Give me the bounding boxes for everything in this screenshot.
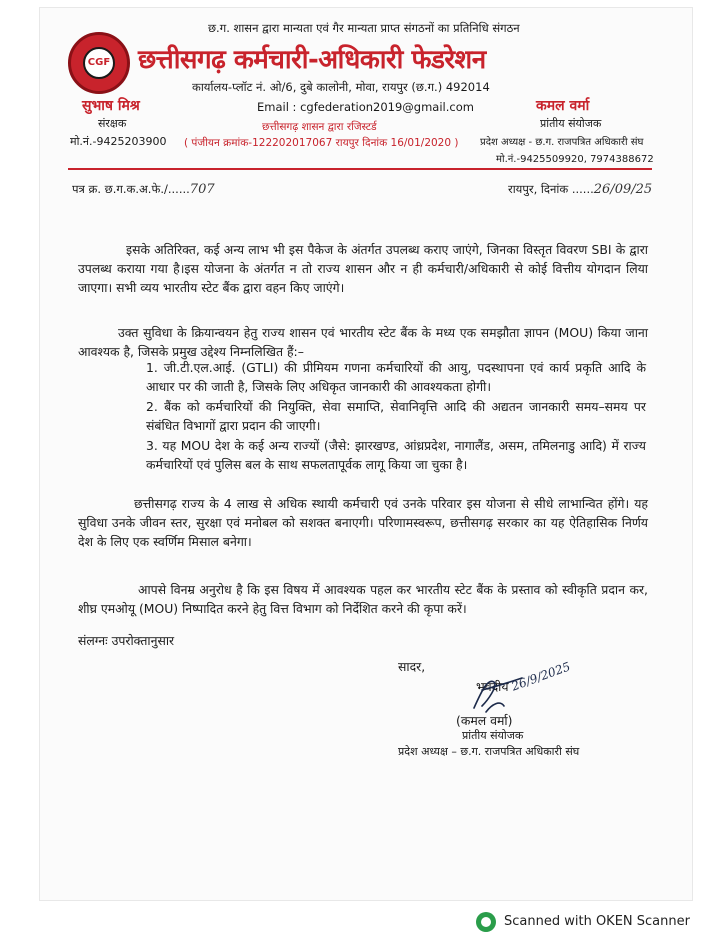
paragraph-2 xyxy=(78,323,648,361)
signature-date: 26/9/2025 xyxy=(509,659,573,694)
bhavdiya: भवदीय xyxy=(476,679,509,694)
paragraph-4 xyxy=(78,580,648,618)
right-person-name: कमल वर्मा xyxy=(536,98,590,114)
right-person-post: प्रदेश अध्यक्ष - छ.ग. राजपत्रित अधिकारी संघ xyxy=(480,137,644,148)
letter-date: 26/09/25 xyxy=(593,182,653,197)
left-person-mobile: मो.नं.-9425203900 xyxy=(70,135,167,148)
registered-text: छत्तीसगढ़ शासन द्वारा रजिस्टर्ड xyxy=(262,121,377,133)
ref-label xyxy=(72,182,215,197)
enclosure: संलग्नः उपरोक्तानुसार xyxy=(78,633,175,648)
scanner-logo-icon xyxy=(476,912,496,932)
scanner-label: Scanned with OKEN Scanner xyxy=(504,914,690,929)
logo-emblem xyxy=(83,47,115,79)
list-item: 2. बैंक को कर्मचारियों की नियुक्ति, सेवा समाप्ति, सेवानिवृत्ति आदि की अद्यतन जानकारी समय–समय पर संबंधित विभागों द्वारा प्रदान की जाएगी। xyxy=(146,399,646,433)
left-person-role: संरक्षक xyxy=(98,117,127,130)
logo-text: CGF xyxy=(87,57,111,68)
list-item: 1. जी.टी.एल.आई. (GTLI) की प्रीमियम गणना कर्मचारियों की आयु, पदस्थापना एवं कार्य प्रकृति आदि के आधार पर की जाती है, जिसके लिए अधिकृत जानकारी की आवश्यकता होगी। xyxy=(146,360,646,394)
list-item: 3. यह MOU देश के कई अन्य राज्यों (जैसे: झारखण्ड, आंध्रप्रदेश, नागालैंड, असम, तमिलनाडु आदि) में राज्य कर्मचारियों एवं पुलिस बल के साथ सफलतापूर्वक लागू किया जा चुका है। xyxy=(146,438,646,472)
place-date-label: रायपुर, दिनांक ...... xyxy=(508,182,594,196)
header-divider xyxy=(68,168,652,170)
paragraph-3-text: छत्तीसगढ़ राज्य के 4 लाख से अधिक स्थायी कर्मचारी एवं उनके परिवार इस योजना से सीधे लाभान्वित होंगे। यह सुविधा उनके जीवन स्तर, सुरक्षा एवं मनोबल को सशक्त बनाएगी। परिणामस्वरूप, छत्तीसगढ़ सरकार का यह ऐतिहासिक निर्णय देश के लिए एक स्वर्णिम मिसाल बनेगा। xyxy=(78,496,648,549)
signatory-post: प्रदेश अध्यक्ष – छ.ग. राजपत्रित अधिकारी संघ xyxy=(398,745,580,758)
org-name: छत्तीसगढ़ कर्मचारी-अधिकारी फेडरेशन xyxy=(138,45,486,75)
registration-number: ( पंजीयन क्रमांक-122202017067 रायपुर दिनांक 16/01/2020 ) xyxy=(184,137,459,149)
date-line xyxy=(508,182,652,197)
paragraph-1 xyxy=(78,240,648,297)
right-person-mobile: मो.नं.-9425509920, 7974388672 xyxy=(496,154,654,165)
paragraph-2-text: उक्त सुविधा के क्रियान्वयन हेतु राज्य शासन एवं भारतीय स्टेट बैंक के मध्य एक समझौता ज्ञापन (MOU) किया जाना आवश्यक है, जिसके प्रमुख उद्देश्य निम्नलिखित हैं:– xyxy=(78,325,648,359)
ref-label-text: पत्र क्र. छ.ग.क.अ.फे./...... xyxy=(72,182,190,196)
org-address: कार्यालय-प्लॉट नं. ओ/6, दुबे कालोनी, मोवा, रायपुर (छ.ग.) 492014 xyxy=(192,80,490,94)
paragraph-1-text: इसके अतिरिक्त, कई अन्य लाभ भी इस पैकेज के अंतर्गत उपलब्ध कराए जाएंगे, जिनका विस्तृत विवरण SBI के द्वारा उपलब्ध कराया गया है।इस योजना के अंतर्गत न तो राज्य शासन और न ही कर्मचारी/अधिकारी से कोई वित्तीय योगदान लिया जाएगा। सभी व्यय भारतीय स्टेट बैंक द्वारा वहन किए जाएंगे। xyxy=(78,242,648,295)
left-person-name: सुभाष मिश्र xyxy=(82,98,140,114)
federation-logo xyxy=(68,32,130,94)
sadar: सादर, xyxy=(398,659,426,674)
ref-number: 707 xyxy=(189,182,215,197)
org-email: Email : cgfederation2019@gmail.com xyxy=(257,100,474,114)
signatory-role: प्रांतीय संयोजक xyxy=(462,729,524,742)
paragraph-4-text: आपसे विनम्र अनुरोध है कि इस विषय में आवश्यक पहल कर भारतीय स्टेट बैंक के प्रस्ताव को स्वीकृति प्रदान कर, शीघ्र एमओयू (MOU) निष्पादित करने हेतु वित्त विभाग को निर्देशित करने की कृपा करें। xyxy=(78,582,648,616)
signatory-name: (कमल वर्मा) xyxy=(456,713,513,728)
paragraph-3 xyxy=(78,494,648,551)
header-tagline: छ.ग. शासन द्वारा मान्यता एवं गैर मान्यता प्राप्त संगठनों का प्रतिनिधि संगठन xyxy=(208,21,520,35)
right-person-role: प्रांतीय संयोजक xyxy=(540,117,602,130)
